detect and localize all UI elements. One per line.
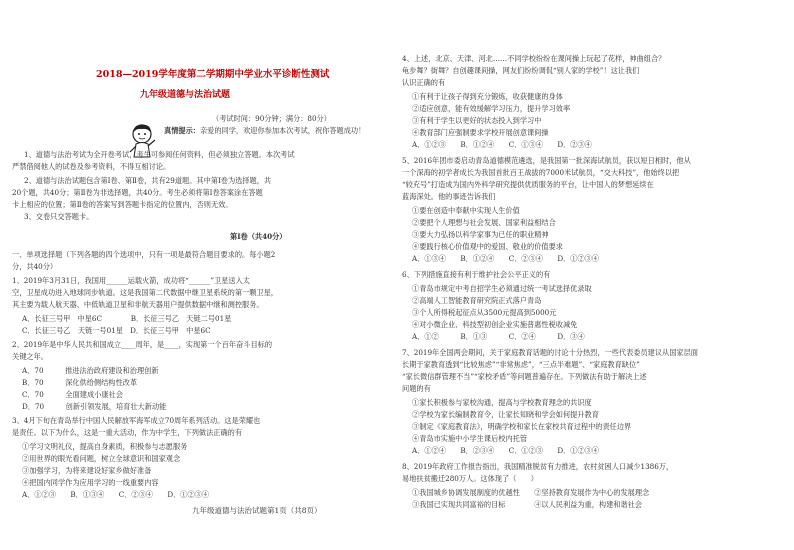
option-line: A．①③④ B．①②④ C．②③④ D．①②③④ [412, 254, 600, 263]
option-line: ①青岛市规定中考自招学生必须通过统一考试选择优录取 [412, 284, 592, 293]
question-line: 认识正确的有 [402, 78, 446, 87]
option-line: C．70 全面建成小康社会 [22, 390, 123, 399]
question-line: 8、2019年政府工作报告指出，我国精准脱贫有力推进，农村贫困人口减少1386万， [402, 462, 674, 471]
option-line: ③我国已实现共同富裕的目标 ④以人民利益为重，构建和谐社会 [412, 500, 643, 509]
option-line: ③制定《家庭教育法》，明确学校和家长在家校共育过程中的责任边界 [412, 422, 632, 431]
question-line: “家长微信群管理不当”“家校矛盾”等问题普遍存在。下列做法有助于解决上述 [402, 372, 647, 381]
option-line: ③有利于学生以更好的状态投入到学习中 [412, 116, 542, 125]
instruction-line: 3、交卷只交答题卡。 [24, 212, 94, 221]
option-line: ②学校为家长编制教育令，让家长知晓和学会如何提升教育 [412, 410, 599, 419]
warm-tip-label: 真情提示： [164, 126, 200, 135]
question-line: 龟步舞？街舞？自创趣课间操，网友们纷纷调侃“别人家的学校”！这让我们 [402, 66, 640, 75]
option-line: ①学习文明礼仪，提高自身素质，积极参与志愿服务 [22, 442, 188, 451]
option-line: ④要践行核心价值观中的爱国、敬业的价值要求 [412, 242, 563, 251]
question-line: 4、上述，北京、天津、河北……不同学校纷纷在课间操上玩起了花样，神曲组合？ [402, 54, 666, 63]
question-line: 空，卫星成功进入地球同步轨道。这是我国第二代数据中继卫星系统的第一颗卫星， [12, 288, 278, 297]
option-line: A．长征三号甲 中星6C B．长征三号乙 天链二号01星 [22, 314, 232, 323]
section-intro-line: 分，共40分） [12, 262, 58, 271]
section-title: 第Ⅰ卷（共40分） [230, 232, 287, 241]
instruction-line: 卡上相应的位置；第Ⅱ卷的答案写到答题卡指定的位置内，否则无效。 [12, 200, 233, 209]
question-line: 是责任。以下为什么，这是一重大活动，作为中学生，下列做法正确的有 [12, 428, 243, 437]
page-footer: 九年级道德与法治试题第1页（共8页） [192, 506, 322, 515]
option-line: ④青岛市实施中小学生课后校内托管 [412, 434, 528, 443]
exam-title: 2018—2019学年度第二学期期中学业水平诊断性测试 [96, 69, 330, 80]
option-line: D．70 创新引领发展，培育壮大新动能 [22, 402, 167, 411]
warm-tip [164, 126, 365, 136]
option-line: ②高端人工智能教育研究院正式落户青岛 [412, 296, 542, 305]
option-line: ②要把个人理想与社会发展、国家利益相结合 [412, 218, 556, 227]
instruction-line: 1、道德与法治考试为全开卷考试，考生可参阅任何资料，但必须独立答题。本次考试 [24, 150, 295, 159]
option-line: ②用世界的眼光看问题，树立全球意识和国家观念 [22, 454, 181, 463]
option-line: B．70 深化供给侧结构性改革 [22, 378, 138, 387]
instruction-line: 2、道德与法治试题包含第Ⅰ卷、第Ⅱ卷，共有29道题。其中第Ⅰ卷为选择题，共 [24, 176, 272, 185]
question-line: 问题的有 [402, 384, 431, 393]
question-line: 5、2016年团市委启动青岛道德模范遴选，是我国第一批深海试航员，获以短日相时，他从 [402, 156, 691, 165]
question-line: 蓝海深处。他的事迹告诉我们 [402, 192, 496, 201]
option-line: C．长征三号乙 天链一号01星 D．长征三号甲 中星6C [22, 326, 211, 335]
option-line: ③个人所得税起征点从3500元提高到5000元 [412, 308, 557, 317]
option-line: ②适应创意，能有效缓解学习压力，提升学习效率 [412, 104, 571, 113]
option-line: ④把国内同学作为应用学习的一线重要内容 [22, 478, 159, 487]
option-line: ③要大力弘扬以科学家事为已任的职业精神 [412, 230, 549, 239]
question-line: 一个深海的初学者成长为我国首批百王战拔的7000米试航员，“交大科技”，他始终以把 [402, 168, 680, 177]
question-line: 3、4月下旬在青岛举行中国人民解放军海军成立70周年系列活动。这是荣耀也 [12, 416, 261, 425]
question-line: 关键之年。 [12, 352, 48, 361]
section-intro-line: 一、单项选择题（下列各题的四个选项中，只有一项是最符合题目要求的。每小题2 [12, 250, 276, 259]
option-line: ④教育部门应强制要求学校开展创意课间操 [412, 128, 549, 137]
question-line: 7、2019年全国两会期间，关于家庭教育话题的讨论十分热烈，一些代表委员建议从国家层面 [402, 348, 698, 357]
exam-time-score: （考试时间：90分钟；满分：80分） [212, 114, 331, 123]
option-line: ①要在创造中奉献中实现人生价值 [412, 206, 520, 215]
question-line: 6、下列措施直接有利于维护社会公平正义的有 [402, 270, 551, 279]
option-line: A．①②③ B．①②④ C．①③④ D．②③④ [412, 140, 592, 149]
question-line: “较充号”打造成为国内外科学研究提供优质服务的平台，让中国人的梦想延续在 [402, 180, 654, 189]
option-line: ①家长积极参与家校沟通，提高与学校教育理念的共识度 [412, 398, 592, 407]
warm-tip-text: 亲爱的同学，欢迎你参加本次考试，祝你答题成功！ [199, 126, 366, 135]
instruction-line: 严禁借阅他人的试卷及参考资料，不得互相讨论。 [12, 162, 171, 171]
question-line: 1、2019年3月31日，我国用______运载火箭，成功将“______”卫星送入太 [12, 276, 250, 285]
exam-subtitle: 九年级道德与法治试题 [140, 90, 231, 100]
option-line: ①有利于让孩子得到充分锻炼，收获健康的身体 [412, 92, 563, 101]
option-line: A．70 推进法治政府建设和治理创新 [22, 366, 159, 375]
option-line: A．①② B．①③ C．②④ D．③④ [412, 332, 585, 341]
option-line: ①我国城乡协调发展制度的优越性 ②坚持教育发展作为中心的发展理念 [412, 488, 650, 497]
option-line: A．①②③ B．①③④ C．②③④ D．①②③④ [22, 490, 210, 499]
question-line: 2、2019年是中华人民共和国成立____周年，是____，实现第一个百年奋斗目标的 [12, 340, 273, 349]
option-line: A．①②④ B．②③④ C．①②③ D．①②③④ [412, 446, 600, 455]
question-line: 其主要为载人航天器、中低轨道卫星和非航天器用户提供数据中继和测控服务。 [12, 300, 264, 309]
option-line: ④对小微企业、科技型初创企业实施普惠性税收减免 [412, 320, 578, 329]
instruction-line: 20个题，共40分；第Ⅱ卷为非选择题，共40分。考生必须将第Ⅰ卷答案涂在答题 [12, 188, 263, 197]
option-line: ③加强学习，为将来建设好家乡做好准备 [22, 466, 152, 475]
question-line: 易地扶贫搬迁280万人。这体现了（ ） [402, 474, 538, 483]
question-line: 长期于家教育透到“比较焦虑”“非常焦虑”，“三点半难题”、“家庭教育缺位” [402, 360, 640, 369]
